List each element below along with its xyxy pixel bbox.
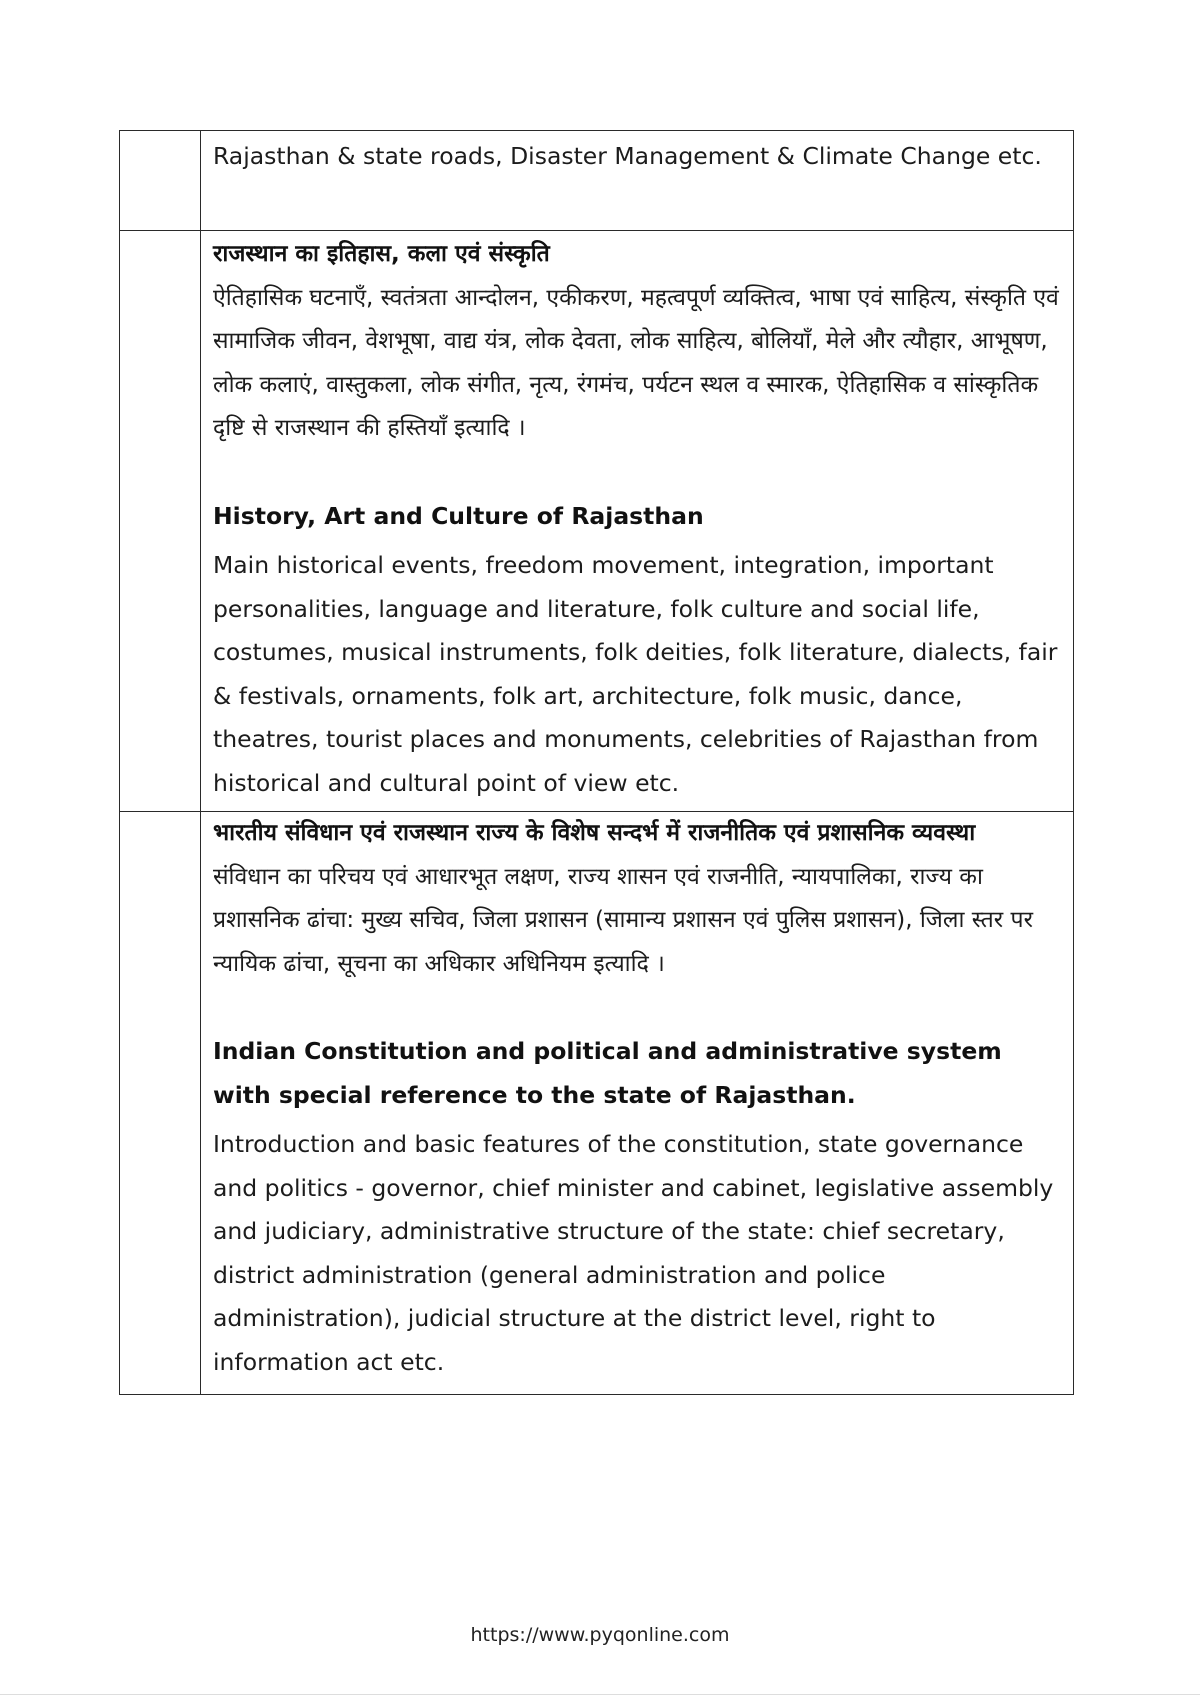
section-body-hindi: संविधान का परिचय एवं आधारभूत लक्षण, राज्य शासन एवं राजनीति, न्यायपालिका, राज्य का प्रशासनिक ढांचा: मुख्य सचिव, जिला प्रशासन (सामान्य प्रशासन एवं पुलिस प्रशासन), जिला स्तर पर न्यायिक ढांचा, सूचना का अधिकार अधिनियम इत्यादि । <box>213 863 1033 977</box>
section-body-english: Introduction and basic features of the constitution, state governance and politics - governor, chief minister and cabinet, legislative assembly and judiciary, administrative structure of the state: chief secretary, district administration (general administration and police administration), judicial structure at the district level, right to information act etc. <box>213 1130 1054 1376</box>
section-body-hindi: ऐतिहासिक घटनाएँ, स्वतंत्रता आन्दोलन, एकीकरण, महत्वपूर्ण व्यक्तित्व, भाषा एवं साहित्य, संस्कृति एवं सामाजिक जीवन, वेशभूषा, वाद्य यंत्र, लोक देवता, लोक साहित्य, बोलियाँ, मेले और त्यौहार, आभूषण, लोक कलाएं, वास्तुकला, लोक संगीत, नृत्य, रंगमंच, पर्यटन स्थल व स्मारक, ऐतिहासिक व सांस्कृतिक दृष्टि से राजस्थान की हस्तियाँ इत्यादि । <box>213 284 1059 441</box>
row-number-cell <box>120 812 201 1395</box>
section-body-english: Main historical events, freedom movement, integration, important personalities, language and literature, folk culture and social life, costumes, musical instruments, folk deities, folk literature, dialects, fair & festivals, ornaments, folk art, architecture, folk music, dance, theatres, tourist places and monuments, celebrities of Rajasthan from historical and cultural point of view etc. <box>213 551 1058 797</box>
table-row <box>120 231 1074 812</box>
footer-url[interactable]: https://www.pyqonline.com <box>470 1624 730 1646</box>
row-content-cell <box>201 131 1074 231</box>
row-number-cell <box>120 231 201 812</box>
spacer <box>213 451 1061 495</box>
table-row <box>120 812 1074 1395</box>
row-content-cell <box>201 231 1074 812</box>
roads-climate-text: Rajasthan & state roads, Disaster Management & Climate Change etc. <box>213 142 1042 170</box>
spacer <box>213 986 1061 1030</box>
table-row <box>120 131 1074 231</box>
section-heading-hindi: राजस्थान का इतिहास, कला एवं संस्कृति <box>213 241 550 267</box>
section-heading-english: History, Art and Culture of Rajasthan <box>213 501 704 530</box>
section-heading-hindi: भारतीय संविधान एवं राजस्थान राज्य के विशेष सन्दर्भ में राजनीतिक एवं प्रशासनिक व्यवस्था <box>213 820 976 846</box>
syllabus-table <box>119 130 1074 1395</box>
row-content-cell <box>201 812 1074 1395</box>
page-bottom-rule <box>0 1694 1200 1695</box>
row-number-cell <box>120 131 201 231</box>
section-heading-english: Indian Constitution and political and administrative system with special reference to the state of Rajasthan. <box>213 1037 1002 1109</box>
